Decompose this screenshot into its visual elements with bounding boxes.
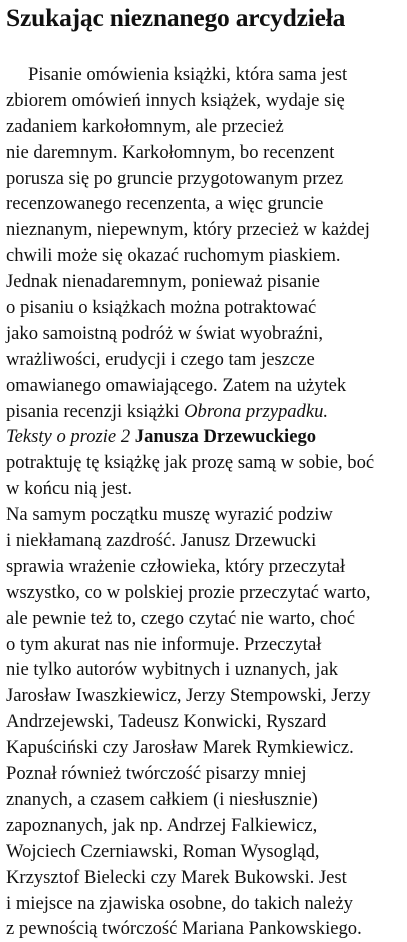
italic-text: Obrona przypadku. xyxy=(184,400,329,422)
text-segment: Krzysztof Bielecki czy Marek Bukowski. Jest xyxy=(6,866,347,888)
text-line xyxy=(6,787,404,813)
text-segment: jako samoistną podróż w świat wyobraźni, xyxy=(6,322,324,344)
text-line xyxy=(6,683,404,709)
text-segment: nie daremnym. Karkołomnym, bo recenzent xyxy=(6,141,335,163)
text-segment: zadaniem karkołomnym, ale przecież xyxy=(6,115,284,137)
text-line xyxy=(6,243,404,269)
text-segment: chwili może się okazać ruchomym piaskiem. xyxy=(6,245,341,267)
text-line xyxy=(6,709,404,735)
text-line xyxy=(6,554,404,580)
text-segment: i miejsce na zjawiska osobne, do takich należy xyxy=(6,892,353,914)
text-line xyxy=(6,424,404,450)
text-line xyxy=(6,761,404,787)
text-segment: recenzowanego recenzenta, a więc gruncie xyxy=(6,193,324,215)
text-segment: omawianego omawiającego. Zatem na użytek xyxy=(6,374,347,396)
article-title: Szukając nieznanego arcydzieła xyxy=(6,3,346,32)
text-segment: Na samym początku muszę wyrazić podziw xyxy=(6,504,333,526)
text-segment: Andrzejewski, Tadeusz Konwicki, Ryszard xyxy=(6,711,327,733)
text-line xyxy=(6,62,404,88)
text-segment: o tym akurat nas nie informuje. Przeczytał xyxy=(6,633,322,655)
text-line xyxy=(6,373,404,399)
text-line xyxy=(6,88,404,114)
text-line xyxy=(6,295,404,321)
text-segment: w końcu nią jest. xyxy=(6,478,132,500)
text-segment: Kapuściński czy Jarosław Marek Rymkiewicz. xyxy=(6,737,354,759)
text-line xyxy=(6,502,404,528)
text-line xyxy=(6,606,404,632)
text-line xyxy=(6,399,404,425)
text-segment: i niekłamaną zazdrość. Janusz Drzewucki xyxy=(6,530,317,552)
text-line xyxy=(6,916,404,942)
text-line xyxy=(6,450,404,476)
text-line xyxy=(6,657,404,683)
text-segment: Jarosław Iwaszkiewicz, Jerzy Stempowski, Jerzy xyxy=(6,685,371,707)
text-segment: porusza się po gruncie przygotowanym przez xyxy=(6,167,344,189)
text-line xyxy=(6,140,404,166)
text-line xyxy=(6,735,404,761)
italic-text: Teksty o prozie 2 xyxy=(6,426,131,448)
text-line xyxy=(6,114,404,140)
text-segment: ale pewnie też to, czego czytać nie warto, choć xyxy=(6,607,355,629)
text-segment: nieznanym, niepewnym, który przecież w każdej xyxy=(6,219,370,241)
text-line xyxy=(6,269,404,295)
text-line xyxy=(6,632,404,658)
text-segment: zapoznanych, jak np. Andrzej Falkiewicz, xyxy=(6,814,318,836)
text-segment: znanych, a czasem całkiem (i niesłusznie) xyxy=(6,788,318,810)
text-segment: o pisaniu o książkach można potraktować xyxy=(6,297,317,319)
text-line xyxy=(6,528,404,554)
text-line xyxy=(6,347,404,373)
text-line xyxy=(6,191,404,217)
text-segment: Pisanie omówienia książki, która sama jest xyxy=(28,64,348,85)
text-segment: z pewnością twórczość Mariana Pankowskiego. xyxy=(6,918,362,940)
bold-text: Janusza Drzewuckiego xyxy=(134,426,317,448)
text-segment: wszystko, co w polskiej prozie przeczytać warto, xyxy=(6,581,371,603)
text-line xyxy=(6,166,404,192)
text-segment: zbiorem omówień innych książek, wydaje się xyxy=(6,89,345,111)
text-segment: potraktuję tę książkę jak prozę samą w sobie, boć xyxy=(6,452,375,474)
text-segment: pisania recenzji książki xyxy=(6,400,185,422)
text-line xyxy=(6,217,404,243)
text-line xyxy=(6,891,404,917)
text-line xyxy=(6,839,404,865)
text-line xyxy=(6,813,404,839)
text-line xyxy=(6,321,404,347)
article-body xyxy=(6,62,404,942)
text-line xyxy=(6,865,404,891)
text-segment: Poznał również twórczość pisarzy mniej xyxy=(6,763,307,785)
text-line xyxy=(6,580,404,606)
text-segment: Wojciech Czerniawski, Roman Wysogląd, xyxy=(6,840,320,862)
text-segment: Jednak nienadaremnym, ponieważ pisanie xyxy=(6,271,320,293)
text-segment: nie tylko autorów wybitnych i uznanych, jak xyxy=(6,659,339,681)
text-segment: sprawia wrażenie człowieka, który przeczytał xyxy=(6,555,346,577)
text-segment: wrażliwości, erudycji i czego tam jeszcze xyxy=(6,348,315,370)
text-line xyxy=(6,476,404,502)
